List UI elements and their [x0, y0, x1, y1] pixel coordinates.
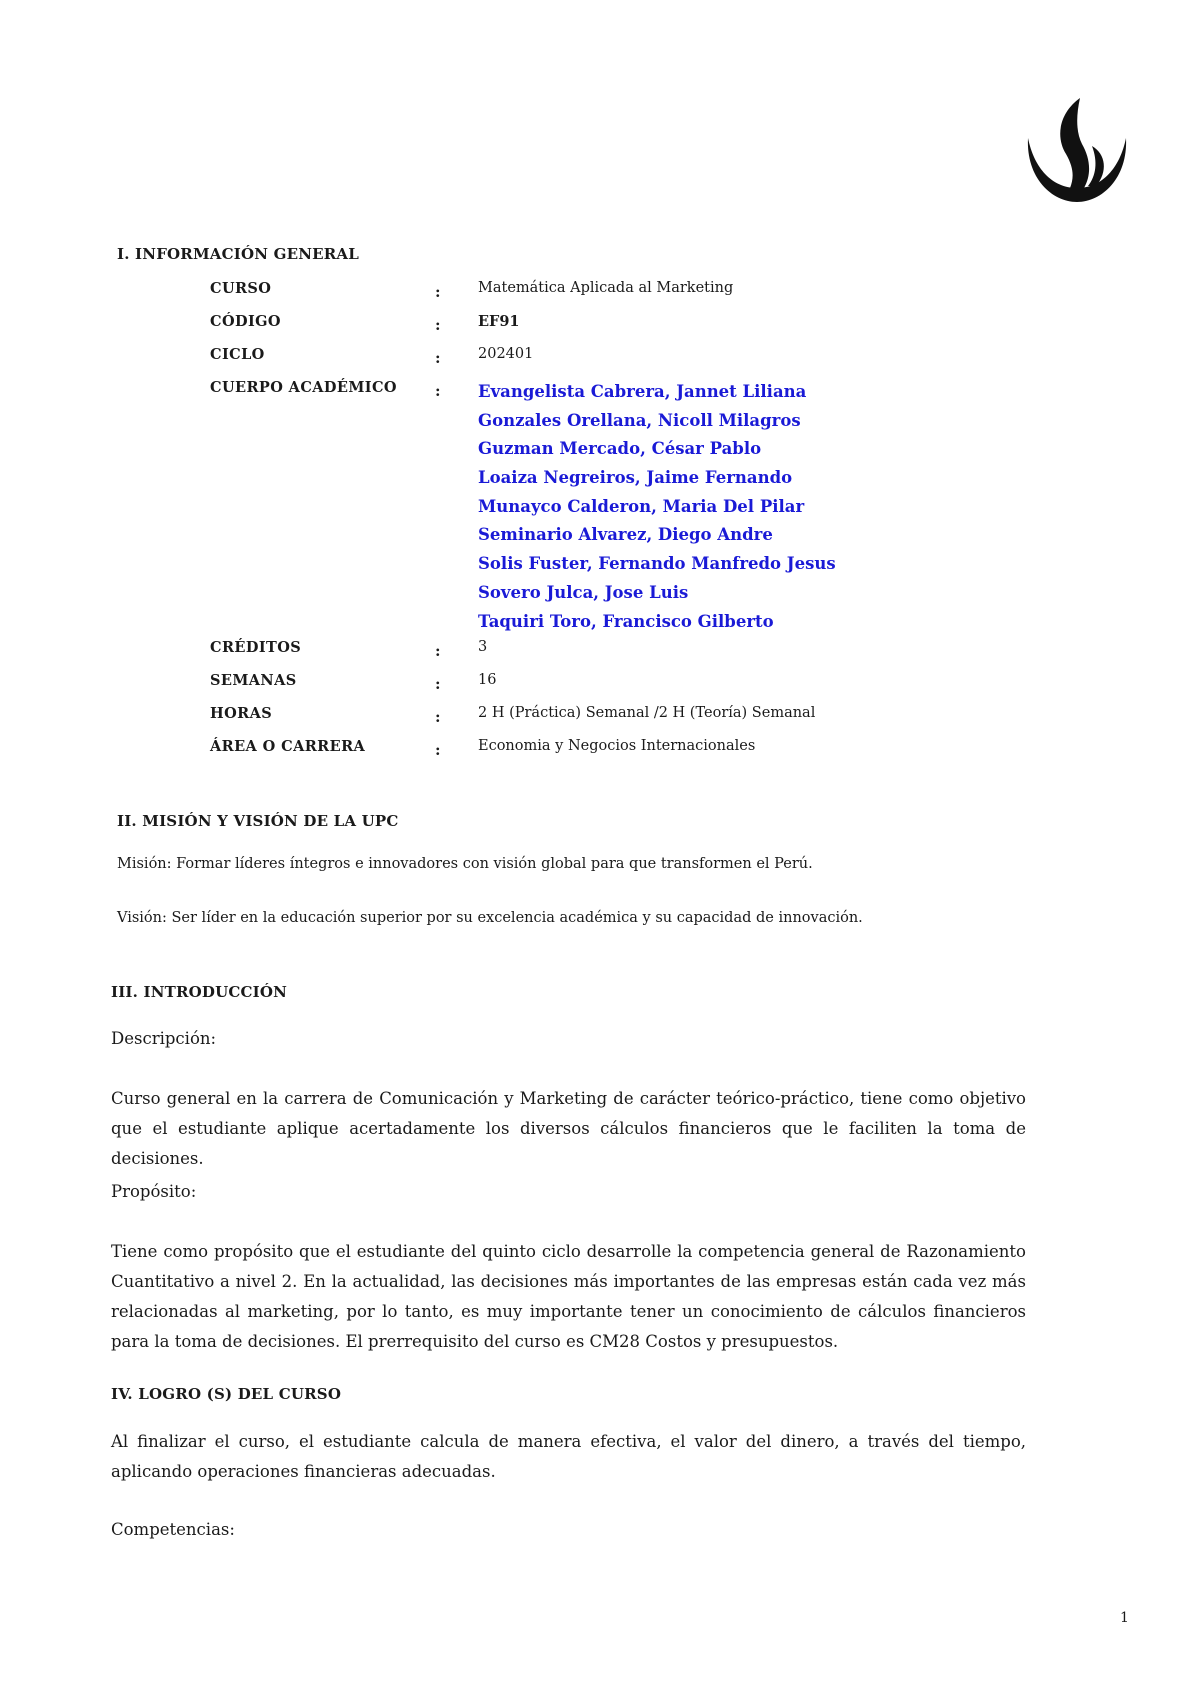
section-title-mision-vision: II. MISIÓN Y VISIÓN DE LA UPC: [117, 812, 399, 830]
info-row-curso: [210, 280, 1110, 313]
upc-logo-icon: [1022, 96, 1132, 206]
faculty-member: Evangelista Cabrera, Jannet Liliana: [478, 382, 807, 401]
faculty-member: Sovero Julca, Jose Luis: [478, 582, 689, 602]
proposito-label: Propósito:: [111, 1182, 197, 1201]
colon: :: [435, 316, 441, 334]
proposito-text: Tiene como propósito que el estudiante del quinto ciclo desarrolle la competencia general de Razonamiento Cuantitativo a nivel 2. En la actualidad, las decisiones más importantes de las empresas están cada vez más relacionadas al marketing, por lo tanto, es muy importante tener un conocimiento de cálculos financieros para la toma de decisiones. El prerrequisito del curso es CM28 Costos y presupuestos.: [111, 1242, 1026, 1351]
faculty-member: Gonzales Orellana, Nicoll Milagros: [478, 410, 801, 430]
info-row-codigo: [210, 313, 1110, 346]
colon: :: [435, 283, 441, 301]
horas-label: HORAS: [210, 705, 273, 722]
info-row-semanas: [210, 672, 1110, 705]
descripcion-text: Curso general en la carrera de Comunicación y Marketing de carácter teórico-práctico, tiene como objetivo que el estudiante aplique acertadamente los diversos cálculos financieros que le faciliten la toma de decisiones.: [111, 1089, 1026, 1168]
faculty-list: [478, 378, 836, 636]
faculty-member: Taquiri Toro, Francisco Gilberto: [478, 611, 774, 631]
ciclo-value: 202401: [478, 346, 534, 362]
colon: :: [435, 642, 441, 660]
creditos-value: 3: [478, 639, 488, 655]
section-title-general: I. INFORMACIÓN GENERAL: [117, 245, 360, 263]
info-row-ciclo: [210, 346, 1110, 379]
info-row-area: [210, 738, 1110, 771]
colon: :: [435, 349, 441, 367]
colon: :: [435, 741, 441, 759]
semanas-value: 16: [478, 672, 497, 688]
page-number: 1: [1120, 1610, 1129, 1626]
logro-text: Al finalizar el curso, el estudiante calcula de manera efectiva, el valor del dinero, a través del tiempo, aplicando operaciones financieras adecuadas.: [111, 1432, 1026, 1481]
curso-label: CURSO: [210, 280, 272, 297]
faculty-member: Solis Fuster, Fernando Manfredo Jesus: [478, 554, 836, 574]
faculty-member: Munayco Calderon, Maria Del Pilar: [478, 496, 805, 516]
colon: :: [435, 382, 441, 400]
cuerpo-academico-label: CUERPO ACADÉMICO: [210, 379, 397, 396]
vision-text: Visión: Ser líder en la educación superior por su excelencia académica y su capacidad de innovación.: [117, 910, 863, 926]
faculty-member: Loaiza Negreiros, Jaime Fernando: [478, 468, 793, 488]
codigo-value: EF91: [478, 313, 520, 330]
curso-value: Matemática Aplicada al Marketing: [478, 280, 734, 296]
info-row-horas: [210, 705, 1110, 738]
section-title-introduccion: III. INTRODUCCIÓN: [111, 983, 288, 1001]
faculty-member: Guzman Mercado, César Pablo: [478, 439, 762, 459]
codigo-label: CÓDIGO: [210, 313, 281, 330]
section-title-logro: IV. LOGRO (S) DEL CURSO: [111, 1385, 342, 1403]
competencias-label: Competencias:: [111, 1520, 235, 1539]
area-value: Economia y Negocios Internacionales: [478, 738, 756, 754]
mision-text: Misión: Formar líderes íntegros e innovadores con visión global para que transformen el Perú.: [117, 856, 813, 872]
descripcion-label: Descripción:: [111, 1029, 217, 1048]
creditos-label: CRÉDITOS: [210, 639, 302, 656]
colon: :: [435, 675, 441, 693]
area-label: ÁREA O CARRERA: [210, 738, 366, 755]
colon: :: [435, 708, 441, 726]
faculty-member: Seminario Alvarez, Diego Andre: [478, 525, 773, 545]
info-row-creditos: [210, 639, 1110, 672]
semanas-label: SEMANAS: [210, 672, 297, 689]
horas-value: 2 H (Práctica) Semanal /2 H (Teoría) Semanal: [478, 705, 816, 721]
ciclo-label: CICLO: [210, 346, 265, 363]
